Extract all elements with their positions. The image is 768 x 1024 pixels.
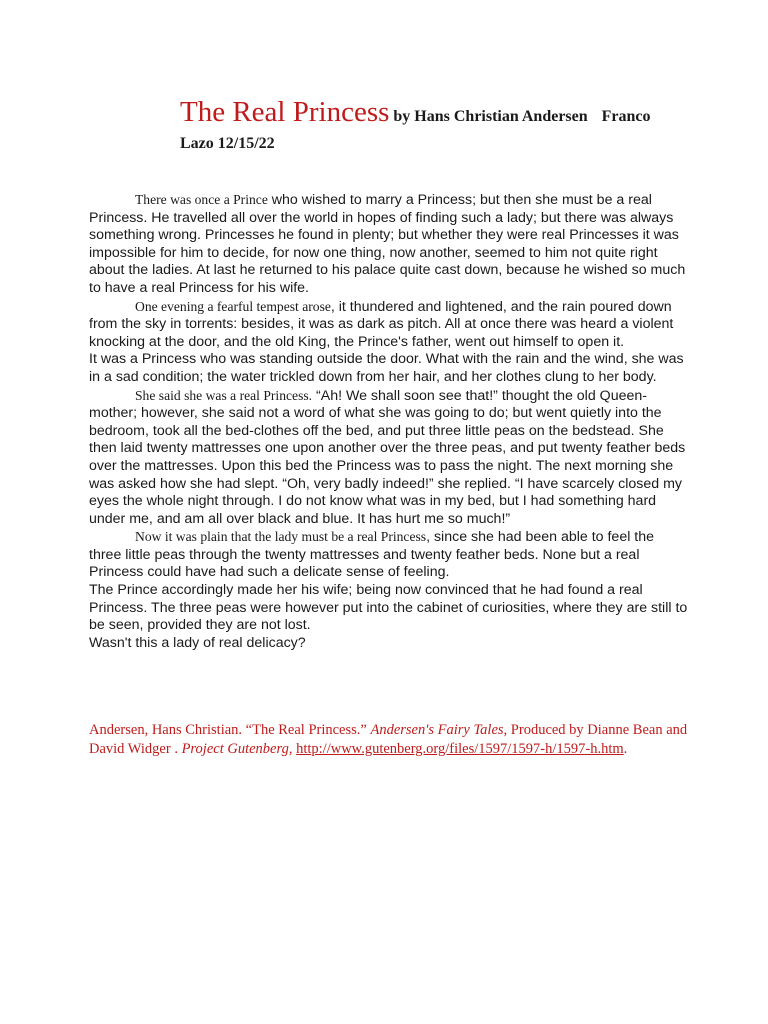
paragraph-text: The Prince accordingly made her his wife; being now convinced that he had found a real Princess. The three peas were however put into the cabinet of curiosities, where they are still to be seen, provided they are not lost.	[89, 582, 688, 634]
paragraph-lead: One evening a fearful tempest arose	[135, 298, 331, 314]
citation-book-title: Andersen's Fairy Tales	[370, 722, 504, 738]
paragraph-text: “Ah! We shall soon see that!” thought the old Queen-mother; however, she said not a word of what she was going to do; but went quietly into the bedroom, took all the bed-clothes off the bed, and put three little peas on the bedstead. She then laid twenty mattresses one upon another over the three peas, and put twenty feather beds over the mattresses. Upon this bed the Princess was to pass the night. The next morning she was asked how she had slept. “Oh, very badly indeed!” she replied. “I have scarcely closed my eyes the whole night through. I do not know what was in my bed, but I had something hard under me, and am all over black and blue. It has hurt me so much!”	[89, 387, 686, 527]
citation-separator: ,	[288, 741, 297, 757]
paragraph-lead: There was once a Prince	[135, 192, 268, 207]
page-title: The Real Princess	[180, 96, 390, 128]
citation-producers: , Produced by Dianne Bean and David Widger .	[89, 722, 688, 757]
paragraph-4	[89, 387, 689, 529]
paragraph-6	[89, 582, 689, 635]
paragraph-2	[89, 298, 689, 352]
paragraph-text: , since she had been able to feel the three little peas through the twenty mattresses and twenty feather beds. None but a real Princess could have had such a delicate sense of feeling.	[89, 529, 655, 581]
story-body	[89, 191, 689, 652]
paragraph-5	[89, 528, 689, 582]
title-line	[180, 94, 680, 135]
citation-site-name: Project Gutenberg	[181, 741, 289, 757]
student-name-date: Lazo 12/15/22	[180, 135, 275, 152]
citation-prefix: Andersen, Hans Christian. “The Real Princess.”	[89, 722, 371, 738]
paragraph-text: Wasn't this a lady of real delicacy?	[89, 634, 306, 651]
paragraph-3	[89, 351, 689, 386]
paragraph-text: who wished to marry a Princess; but then she must be a real Princess. He travelled all over the world in hopes of finding such a lady; but there was always something wrong. Princesses he found in plenty; but whether they were real Princesses it was impossible for him to decide, for now one thing, now another, seemed to him not quite right about the ladies. At last he returned to his palace quite cast down, because he wished so much to have a real Princess for his wife.	[89, 192, 686, 296]
paragraph-lead: She said she was a real Princess.	[135, 387, 313, 403]
citation-end: .	[623, 741, 628, 757]
paragraph-7	[89, 635, 689, 653]
student-name-first: Franco	[601, 108, 651, 125]
title-block	[180, 94, 680, 155]
paragraph-text: , it thundered and lightened, and the rain poured down from the sky in torrents: besides, it was as dark as pitch. All at once there was heard a violent knocking at the door, and the old King, the Prince's father, went out himself to open it.	[89, 298, 674, 350]
paragraph-lead: Now it was plain that the lady must be a real Princess	[135, 529, 427, 545]
paragraph-1	[89, 191, 689, 298]
author-byline: by Hans Christian Andersen	[393, 108, 588, 125]
citation-url-link[interactable]: http://www.gutenberg.org/files/1597/1597-h/1597-h.htm	[296, 741, 624, 757]
paragraph-text: It was a Princess who was standing outside the door. What with the rain and the wind, she was in a sad condition; the water trickled down from her hair, and her clothes clung to her body.	[89, 351, 684, 385]
works-cited-entry	[89, 721, 689, 759]
